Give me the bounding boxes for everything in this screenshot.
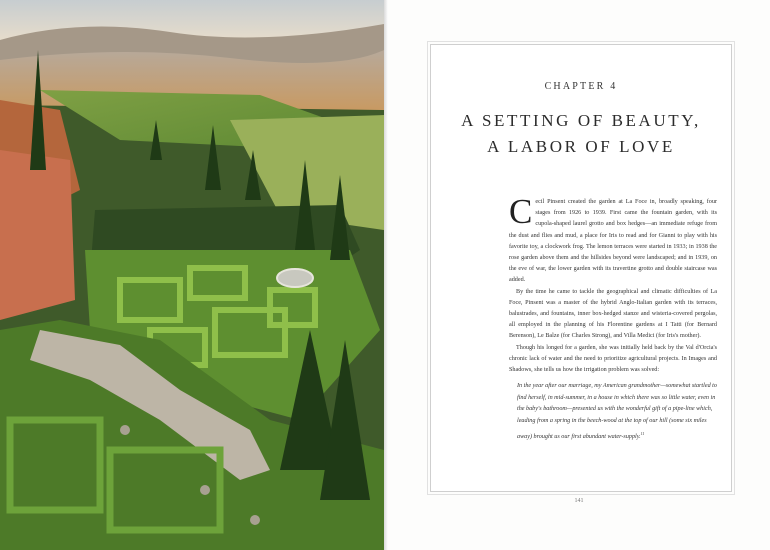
page-number: 141 [574, 498, 584, 504]
paragraph-1-text: ecil Pinsent created the garden at La Foce in, broadly speaking, four stages from 1926 to 1939. First came the fountain garden, with its cupola-shaped laurel grotto and box hedges—an immediate refuge from the dust and flies and mud, a place for Iris to read and for Gianni to play with his favorite toy, a clockwork frog. The lemon terraces were started in 1933; in 1938 the rose garden above them and the hillsides beyond were landscaped; and in 1939, on the eve of war, the lower garden with its travertine grotto and double staircase was added. [509, 199, 717, 284]
paragraph-2: By the time he came to tackle the geographical and climatic difficulties of La Foce, Pinsent was a master of the hybrid Anglo-Italian garden with its terraces, balustrades, and fountains, inner box-hedged stanze and wisteria-covered pergolas, all employed in the planning of his Florentine gardens at I Tatti (for Bernard Berenson), Le Balze (for Charles Strong), and Villa Medici (for Iris's mother). [509, 288, 717, 340]
chapter-body [509, 192, 717, 443]
drop-cap: C [509, 192, 533, 231]
page-frame [430, 44, 732, 492]
chapter-title-line1: A SETTING OF BEAUTY, [461, 111, 701, 130]
text-page [388, 0, 770, 550]
footnote-marker: 11 [640, 430, 645, 436]
garden-photo [0, 0, 384, 550]
quote-text: In the year after our marriage, my American grandmother—somewhat startled to find herself, in mid-summer, in a house in which there was so little water, even in the baby's bathroom—presented us with the wonderful gift of a pipe-line which, leading from a spring in the beech-wood at the top of our hill (some six miles away) brought us our first abundant water-supply. [517, 383, 717, 440]
chapter-title [431, 108, 731, 160]
chapter-label: CHAPTER 4 [544, 81, 618, 92]
paragraph-3: Though his longed for a garden, she was initially held back by the Val d'Orcia's chronic lack of water and the need to prioritize agricultural projects. In Images and Shadows, she tells us how the irrigation problem was solved: [509, 344, 717, 374]
block-quote [517, 381, 717, 443]
paragraph-1 [509, 192, 717, 287]
chapter-title-line2: A LABOR OF LOVE [487, 137, 675, 156]
garden-landscape-photo [0, 0, 384, 550]
